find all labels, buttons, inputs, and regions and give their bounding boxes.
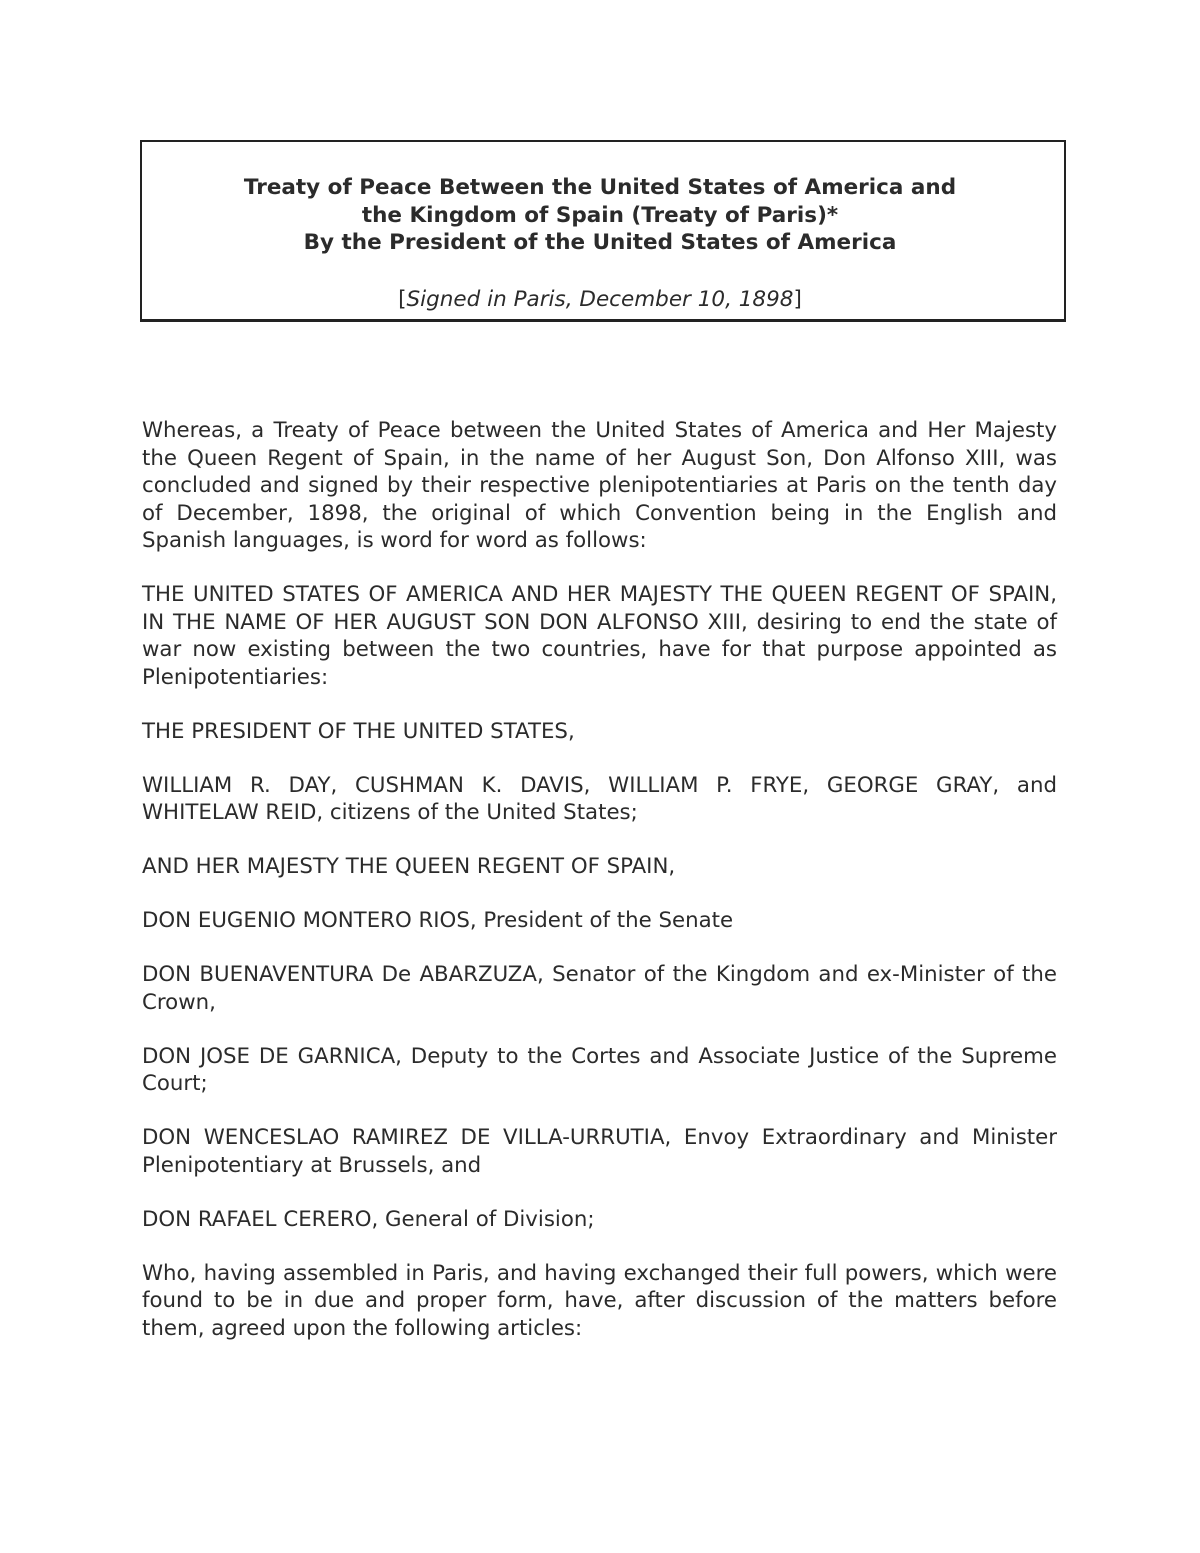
paragraph-abarzuza: DON BUENAVENTURA De ABARZUZA, Senator of the Kingdom and ex-Minister of the Crown, <box>142 962 1057 1015</box>
title-line-2: the Kingdom of Spain (Treaty of Paris)* <box>361 202 839 228</box>
paragraph-us-president: THE PRESIDENT OF THE UNITED STATES, <box>142 718 575 744</box>
paragraph-montero-rios: DON EUGENIO MONTERO RIOS, President of the Senate <box>142 908 734 933</box>
paragraph-villa-urrutia: DON WENCESLAO RAMIREZ DE VILLA-URRUTIA, Envoy Extraordinary and Minister Plenipotentiary at Brussels, and <box>142 1125 1057 1178</box>
paragraph-agreement: Who, having assembled in Paris, and having exchanged their full powers, which were found to be in due and proper form, have, after discussion of the matters before them, agreed upon the following articles: <box>142 1260 1057 1341</box>
paragraph-cerero: DON RAFAEL CERERO, General of Division; <box>142 1206 595 1232</box>
paragraph-whereas: Whereas, a Treaty of Peace between the United States of America and Her Majesty the Queen Regent of Spain, in the name of her August Son, Don Alfonso XIII, was concluded and signed by their respective plenipotentiaries at Paris on the tenth day of December, 1898, the original of which Convention being in the English and Spanish languages, is word for word as follows: <box>142 418 1057 553</box>
paragraph-us-plenipotentiaries: WILLIAM R. DAY, CUSHMAN K. DAVIS, WILLIAM P. FRYE, GEORGE GRAY, and WHITELAW REID, citizens of the United States; <box>142 772 1057 825</box>
title-line-1: Treaty of Peace Between the United States of America and <box>243 175 957 200</box>
treaty-body <box>142 417 1057 1369</box>
title-line-3: By the President of the United States of America <box>303 230 897 255</box>
signed-open-bracket: [ <box>398 287 407 312</box>
paragraph-queen-regent: AND HER MAJESTY THE QUEEN REGENT OF SPAIN, <box>142 854 676 879</box>
signed-close-bracket: ] <box>793 287 802 312</box>
paragraph-garnica: DON JOSE DE GARNICA, Deputy to the Cortes and Associate Justice of the Supreme Court; <box>142 1043 1057 1096</box>
paragraph-preamble: THE UNITED STATES OF AMERICA AND HER MAJESTY THE QUEEN REGENT OF SPAIN, IN THE NAME OF HER AUGUST SON DON ALFONSO XIII, desiring to end the state of war now existing between the two countries, have for that purpose appointed as Plenipotentiaries: <box>142 582 1057 690</box>
document-title <box>0 174 1200 257</box>
signed-date-line <box>0 286 1200 314</box>
signed-date-text: Signed in Paris, December 10, 1898 <box>406 287 794 312</box>
